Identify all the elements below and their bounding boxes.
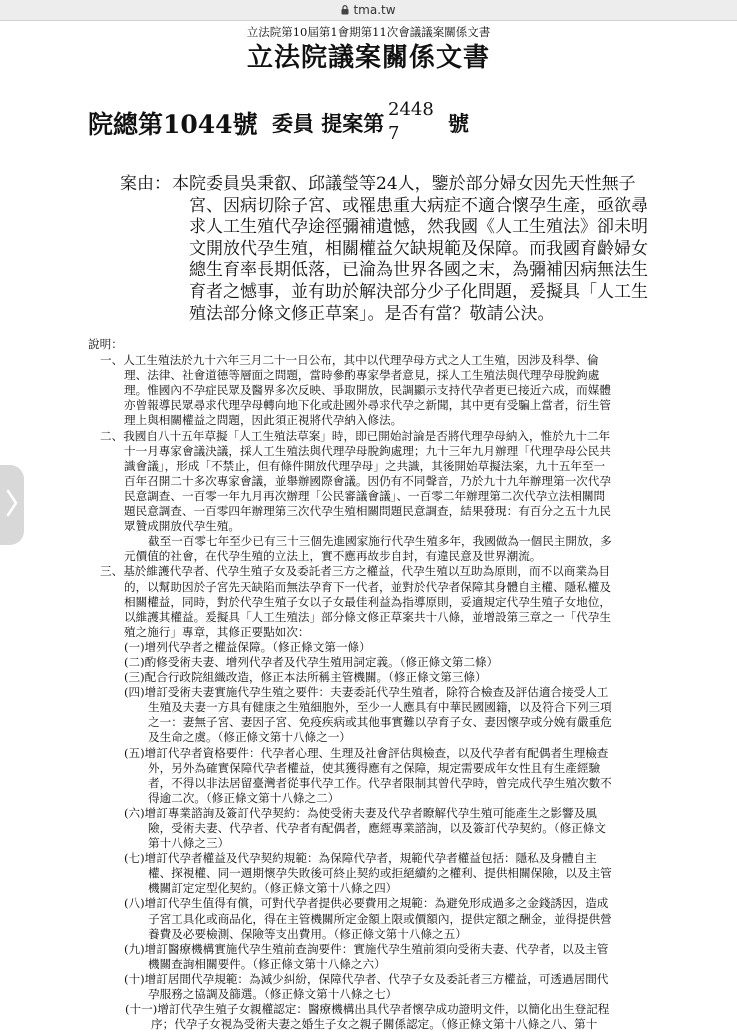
amendment-point: (八)增訂代孕生值得有償，可對代孕者提供必要費用之規範：為避免形成過多之金錢誘因，造成 xyxy=(124,896,609,911)
amendment-point: (七)增訂代孕者權益及代孕契約規範：為保障代孕者，規範代孕者權益包括：隱私及身體自主 xyxy=(124,851,597,866)
proposal-number-bottom: 7 xyxy=(388,123,400,144)
explanation-line: 理上與相關權益之問題，因此須正視將代孕納入修法。 xyxy=(124,413,403,428)
browser-address-bar[interactable] xyxy=(0,0,737,21)
page-title: 立法院議案關係文書 xyxy=(246,43,490,73)
explanation-label: 說明： xyxy=(88,337,123,351)
reason-line: 本院委員吳秉叡、邱議瑩等24人，鑒於部分婦女因先天性無子 xyxy=(172,174,636,194)
amendment-point-cont: 權、探視權、同一週期懷孕失敗後可終止契約或拒絕續約之權利、提供相關保險，以及主管 xyxy=(148,866,612,881)
case-reason-label: 案由： xyxy=(120,174,171,194)
amendment-point: (一)增列代孕者之權益保障。（修正條文第一條） xyxy=(124,639,371,654)
amendment-point: (三)配合行政院組織改造，修正本法所稱主管機關。（修正條文第三條） xyxy=(124,670,487,685)
explanation-line: 截至一百零七年至少已有三十三個先進國家施行代孕生殖多年，我國做為一個民主開放，多 xyxy=(148,534,612,549)
amendment-point-cont: 機關訂定定型化契約。（修正條文第十八條之四） xyxy=(148,881,398,896)
amendment-point-cont: 及生命之虞。（修正條文第十八條之一） xyxy=(148,730,351,745)
amendment-point-cont: 機關查詢相關要件。（修正條文第十八條之六） xyxy=(148,956,386,971)
amendment-point-cont: 序；代孕子女視為受術夫妻之婚生子女之親子關係認定。（修正條文第十八條之八、第十 xyxy=(151,1017,598,1032)
page-back-button[interactable] xyxy=(0,465,24,545)
amendment-point: (五)增訂代孕者資格要件：代孕者心理、生理及社會評估與檢查，以及代孕者有配偶者生理檢查 xyxy=(124,745,609,760)
chevron-right-icon xyxy=(6,489,18,521)
amendment-point-cont: 子宮工具化或商品化，得在主管機關所定金額上限或價額內，提供定額之酬金，並得提供營 xyxy=(148,911,612,926)
explanation-section xyxy=(88,337,688,1032)
amendment-point: (九)增訂醫療機構實施代孕生殖前查詢要件：實施代孕生殖前須向受術夫妻、代孕者，以及主管 xyxy=(124,941,609,956)
amendment-point-cont: 外，另外為確實保障代孕者權益，使其獲得應有之保障，規定需要成年女性且有生產經驗 xyxy=(148,760,601,775)
explanation-line: 十一月專家會議決議，採人工生殖法與代理孕母脫鉤處理；九十三年九月辦理「代理孕母公民共 xyxy=(124,443,611,458)
reason-line: 育者之憾事，並有助於解決部分少子化問題，爰擬具「人工生 xyxy=(189,281,648,302)
reason-line: 總生育率長期低落，已淪為世界各國之末，為彌補因病無法生 xyxy=(189,260,648,281)
amendment-point: (六)增訂專業諮詢及簽訂代孕契約：為使受術夫妻及代孕者瞭解代孕生殖可能產生之影響及風 xyxy=(124,805,597,820)
domain-label: tma.tw xyxy=(353,3,396,17)
document-number: 院總第1044號 xyxy=(88,110,258,139)
reason-line: 文開放代孕生殖，相關權益欠缺規範及保障。而我國育齡婦女 xyxy=(189,238,648,259)
reason-line: 求人工生殖代孕途徑彌補遺憾，然我國《人工生殖法》卻未明 xyxy=(189,217,648,238)
case-reason-text xyxy=(172,174,684,325)
explanation-line: 元價值的社會，在代孕生殖的立法上，實不應再故步自封，有違民意及世界潮流。 xyxy=(124,549,542,564)
amendment-point-cont: 得逾二次。（修正條文第十八條之二） xyxy=(148,790,340,805)
session-header: 立法院第10屆第1會期第11次會議議案關係文書 xyxy=(246,25,491,39)
amendment-point: (四)增訂受術夫妻實施代孕生殖之要件：夫妻委託代孕生殖者，除符合檢查及評估適合接受人工 xyxy=(124,685,609,700)
explanation-line: 的，以幫助因於子宮先天缺陷而無法孕育下一代者，並對於代孕者保障其身體自主權、隱私權及 xyxy=(124,579,611,594)
explanation-line: 以維護其權益。爰擬具「人工生殖法」部分條文修正草案共十八條，並增設第三章之一「代孕生 xyxy=(124,609,611,624)
amendment-point: (十)增訂居間代孕規範：為減少糾紛，保障代孕者、代孕子女及委託者三方權益，可透過居間代 xyxy=(124,971,609,986)
explanation-line: 一、人工生殖法於九十六年三月二十一日公布，其中以代理孕母方式之人工生殖，因涉及科學、倫 xyxy=(100,353,599,368)
explanation-line: 三、基於維護代孕者、代孕生殖子女及委託者三方之權益，代孕生殖以互助為原則，而不以商業為目 xyxy=(100,564,611,579)
amendment-point-cont: 險，受術夫妻、代孕者、代孕者有配偶者，應經專業諮詢，以及簽訂代孕契約。（修正條文 xyxy=(148,821,606,835)
explanation-line: 相關權益，同時，對於代孕生殖子女以子女最佳利益為指導原則，妥適規定代孕生殖子女地位， xyxy=(124,594,611,609)
proposal-suffix: 號 xyxy=(448,111,469,136)
reason-line: 殖法部分條文修正草案」。是否有當？敬請公決。 xyxy=(189,303,555,324)
amendment-point-cont: 養費及必要檢測、保險等支出費用。（修正條文第十八條之五） xyxy=(148,926,467,941)
lock-icon xyxy=(341,5,349,15)
explanation-line: 理。惟國內不孕症民眾及醫界多次反映、爭取開放，民調顯示支持代孕者更已接近六成，而媒體 xyxy=(124,383,611,398)
amendment-point-cont: 生殖及夫妻一方具有健康之生殖細胞外，至少一人應具有中華民國國籍，以及符合下列三項 xyxy=(148,700,612,715)
explanation-line: 理、法律、社會道德等層面之問題，當時參酌專家學者意見，採人工生殖法與代理孕母脫鉤處 xyxy=(124,368,600,383)
proposal-label: 委員 提案第 xyxy=(272,111,385,136)
amendment-point: (十一)增訂代孕生殖子女親權認定：醫療機構出具代孕者懷孕成功證明文件，以簡化出生登記程 xyxy=(125,1002,610,1017)
explanation-line: 識會議」，形成「不禁止，但有條件開放代理孕母」之共識，其後開始草擬法案，九十五年至一 xyxy=(124,458,606,473)
amendment-point-cont: 第十八條之三） xyxy=(148,836,230,851)
explanation-line: 殖之施行」專章，其修正要點如次： xyxy=(124,624,310,639)
explanation-line: 題民意調查、一百零四年辦理第三次代孕生殖相關問題民意調查，結果發現：有百分之五十九民 xyxy=(124,504,611,519)
amendment-point-cont: 孕服務之協調及篩選。（修正條文第十八條之七） xyxy=(148,987,398,1002)
explanation-line: 百年召開二十多次專家會議，並舉辦國際會議。因仍有不同聲音，乃於九十九年辦理第一次代孕 xyxy=(124,473,611,488)
explanation-line: 民意調查、一百零一年九月再次辦理「公民審議會議」、一百零二年辦理第二次代孕立法相關問 xyxy=(124,488,606,503)
amendment-point-cont: 者，不得以非法居留臺灣者從事代孕工作。代孕者限制其曾代孕時，曾完成代孕生殖次數不 xyxy=(148,775,612,790)
proposal-number-top: 2448 xyxy=(388,99,434,120)
explanation-line: 亦曾報導民眾尋求代理孕母轉向地下化或赴國外尋求代孕之新聞，其中更有受騙上當者，衍生管 xyxy=(124,398,611,413)
amendment-point: (二)酌修受術夫妻、增列代孕者及代孕生殖用詞定義。（修正條文第二條） xyxy=(124,654,499,669)
reason-line: 宮、因病切除子宮、或罹患重大病症不適合懷孕生產，亟欲尋 xyxy=(189,195,648,216)
explanation-line: 二、我國自八十五年草擬「人工生殖法草案」時，即已開始討論是否將代理孕母納入，惟於九十二年 xyxy=(100,428,611,443)
amendment-point-cont: 之一：妻無子宮、妻因子宮、免疫疾病或其他事實難以孕育子女、妻因懷孕或分娩有嚴重危 xyxy=(148,715,612,730)
explanation-line: 眾贊成開放代孕生殖。 xyxy=(124,519,240,534)
